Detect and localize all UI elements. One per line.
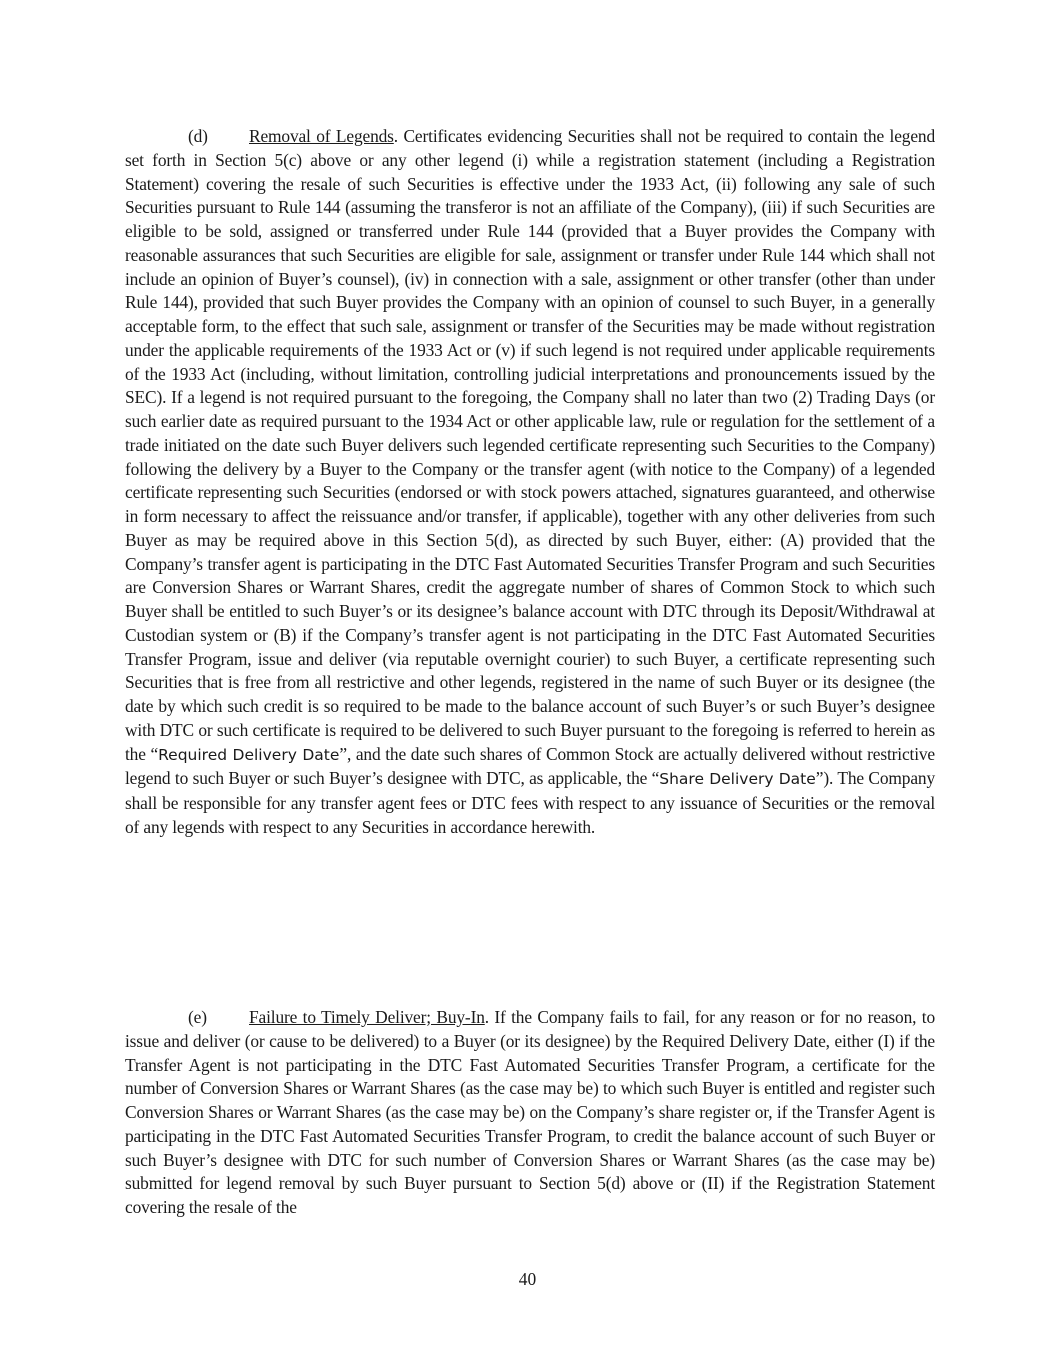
section-e-heading: Failure to Timely Deliver; Buy-In [249, 1007, 485, 1027]
defined-term-required-delivery-date: Required Delivery Date [158, 745, 340, 764]
section-e-body-1: . If the Company fails to fail, for any reason or for no reason, to issue and deliver (or cause to be delivered) to a Buyer (or its designee) by the Required Delivery Date, either (I) if the Transfer Agent is not participating in the DTC Fast Automated Securities Transfer Program, a certificate for the number of Conversion Shares or Warrant Shares (as the case may be) to which such Buyer is entitled and register such Conversion Shares or Warrant Shares (as the case may be) on the Company’s share register or, if the Transfer Agent is participating in the DTC Fast Automated Securities Transfer Program, to credit the balance account of such Buyer or such Buyer’s designee with DTC for such number of Conversion Shares or Warrant Shares (as the case may be) submitted for legend removal by such Buyer pursuant to Section 5(d) above or (II) if the Registration Statement covering the resale of the [125, 1007, 935, 1217]
section-d-label: (d) [188, 126, 208, 146]
section-d-body-1: . Certificates evidencing Securities shall not be required to contain the legend set forth in Section 5(c) above or any other legend (i) while a registration statement (including a Registration Statement) covering the resale of such Securities is effective under the 1933 Act, (ii) following any sale of such Securities pursuant to Rule 144 (assuming the transferor is not an affiliate of the Company), (iii) if such Securities are eligible to be sold, assigned or transferred under Rule 144 (provided that a Buyer provides the Company with reasonable assurances that such Securities are eligible for sale, assignment or transfer under Rule 144 which shall not include an opinion of Buyer’s counsel), (iv) in connection with a sale, assignment or other transfer (other than under Rule 144), provided that such Buyer provides the Company with an opinion of counsel to such Buyer, in a generally acceptable form, to the effect that such sale, assignment or transfer of the Securities may be made without registration under the applicable requirements of the 1933 Act or (v) if such legend is not required under applicable requirements of the 1933 Act (including, without limitation, controlling judicial interpretations and pronouncements issued by the SEC). If a legend is not required pursuant to the foregoing, the Company shall no later than two (2) Trading Days (or such earlier date as required pursuant to the 1934 Act or other applicable law, rule or regulation for the settlement of a trade initiated on the date such Buyer delivers such legended certificate representing such Securities to the Company) following the delivery by a Buyer to the Company or the transfer agent (with notice to the Company) of a legended certificate representing such Securities (endorsed or with stock powers attached, signatures guaranteed, and otherwise in form necessary to affect the reissuance and/or transfer, if applicable), together with any other deliveries from such Buyer as may be required above in this Section 5(d), as directed by such Buyer, either: (A) provided that the Company’s transfer agent is participating in the DTC Fast Automated Securities Transfer Program and such Securities are Conversion Shares or Warrant Shares, credit the aggregate number of shares of Common Stock to which such Buyer shall be entitled to such Buyer’s or its designee’s balance account with DTC through its Deposit/Withdrawal at Custodian system or (B) if the Company’s transfer agent is not participating in the DTC Fast Automated Securities Transfer Program, issue and deliver (via reputable overnight courier) to such Buyer, a certificate representing such Securities that is free from all restrictive and other legends, registered in the name of such Buyer or its designee (the date by which such credit is so required to be made to the balance account of such Buyer’s or such Buyer’s designee with DTC or such certificate is required to be delivered to such Buyer pursuant to the foregoing is referred to herein as the “ [125, 126, 935, 764]
section-d-paragraph [125, 125, 935, 840]
section-e-label: (e) [188, 1007, 207, 1027]
page-number: 40 [518, 1269, 537, 1289]
section-d-body-2: ”, and the date such shares of Common Stock are actually delivered without restrictive legend to such Buyer or such Buyer’s designee with DTC, as applicable, the “ [125, 743, 935, 789]
section-d-heading: Removal of Legends [249, 126, 394, 146]
section-e-paragraph [125, 1006, 935, 1220]
section-d-body-3: ”). The Company shall be responsible for any transfer agent fees or DTC fees with respect to any issuance of Securities or the removal of any legends with respect to any Securities in accordance herewith. [125, 768, 936, 837]
defined-term-share-delivery-date: Share Delivery Date [659, 770, 816, 789]
